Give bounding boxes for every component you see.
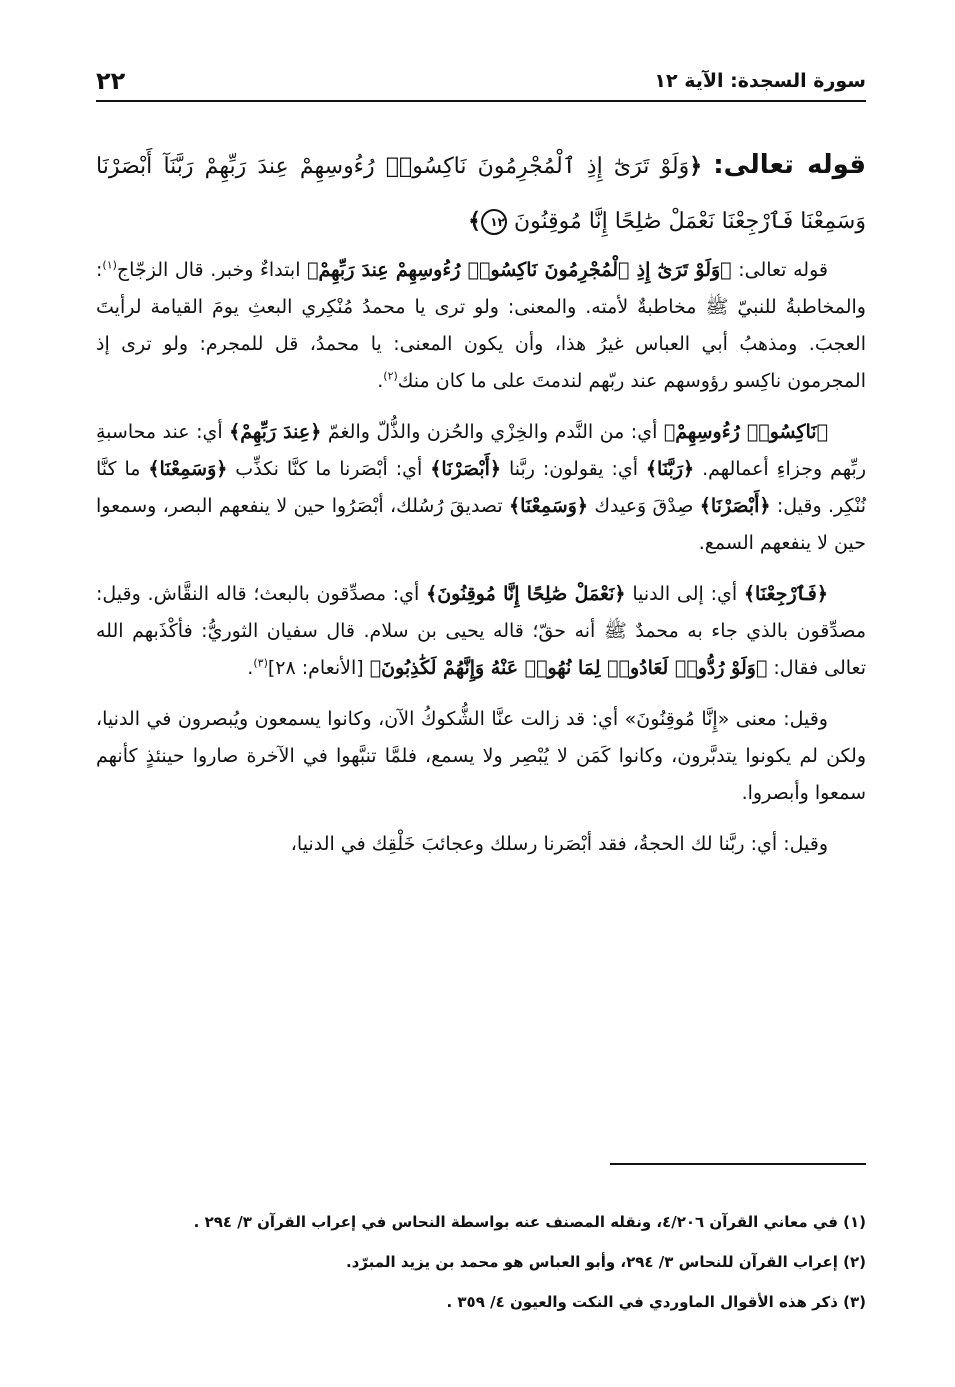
p3-text-a: أي: إلى الدنيا <box>625 583 744 605</box>
page-number: ٢٢ <box>96 67 126 95</box>
p3-quote-1: ﴿فَٱرْجِعْنَا﴾ <box>743 583 828 605</box>
footnotes <box>96 1202 866 1322</box>
p1-text-d: . <box>377 370 384 392</box>
commentary <box>96 252 866 877</box>
p2-quote-6: ﴿أَبْصَرْنَا﴾ <box>699 495 771 517</box>
footnote-ref-1: (١) <box>102 258 117 272</box>
p1-text-b: ابتداءٌ وخبر. قال الزجّاج <box>116 259 308 281</box>
footnote-ref-2: (٢) <box>383 369 398 383</box>
paragraph-2 <box>96 414 866 562</box>
p2-quote-3: ﴿رَبَّنَا﴾ <box>645 458 695 480</box>
verse-lead: قوله تعالى: <box>713 150 867 180</box>
paragraph-3 <box>96 576 866 687</box>
p4-text-a: وقيل: معنى «إِنَّا مُوقِنُونَ» أي: قد زالت عنَّا الشُّكوكُ الآن، وكانوا يسمعون ويُبصرون في الدنيا، ولكن لم يكونوا يتدبَّرون، وكانوا كَمَن لا يُبْصِر ولا يسمع، فلمَّا تنبَّهوا في الآخرة صاروا حينئذٍ كأنهم سمعوا وأبصروا. <box>96 708 866 804</box>
p5-text-a: وقيل: أي: ربَّنا لك الحجةُ، فقد أبْصَرنا رسلك وعجائبَ خَلْقِك في الدنيا، <box>290 833 828 855</box>
footnote-ref-3: (٣) <box>253 656 268 670</box>
p2-quote-5: ﴿وَسَمِعْنَا﴾ <box>148 458 228 480</box>
p2-quote-1: ﴿نَاكِسُوا۟ رُءُوسِهِمْ﴾ <box>663 421 828 443</box>
p1-text-c: : والمخاطبةُ للنبيّ ﷺ مخاطبةٌ لأمته. والمعنى: ولو ترى يا محمدُ مُنْكِري البعثِ يومَ القيامة لرأيتَ العجبَ. ومذهبُ أبي العباس غيرُ هذا، وأن يكون المعنى: يا محمدُ، قل للمجرم: ولو ترى إذ المجرمون ناكِسو رؤوسهم عند ربّهم لندمتَ على ما كان منك <box>96 259 866 392</box>
p3-text-b: أي: مصدِّقون بالبعث؛ قاله النقَّاش. وقيل: مصدِّقون بالذي جاء به محمدٌ ﷺ أنه حقّ؛ قاله يحيى بن سلام. قال سفيان الثوريُّ: فأكْذَبهم الله تعالى فقال: <box>96 583 866 679</box>
page-header <box>96 62 866 102</box>
p3-text-c: . <box>247 657 254 679</box>
p1-quote-1: ﴿وَلَوْ تَرَىٰٓ إِذِ ٱلْمُجْرِمُونَ نَاكِسُوا۟ رُءُوسِهِمْ عِندَ رَبِّهِمْ﴾ <box>307 259 732 281</box>
footnote-1: (١) في معاني القرآن ٤/٢٠٦، ونقله المصنف عنه بواسطة النحاس في إعراب القرآن ٣/ ٢٩٤ . <box>193 1213 866 1231</box>
p2-text-g: تصديقَ رُسُلك، أبْصَرُوا حين لا ينفعهم البصر، وسمعوا حين لا ينفعهم السمع. <box>96 495 866 554</box>
running-title: سورة السجدة: الآية ١٢ <box>654 70 866 92</box>
footnote-separator <box>610 1163 866 1165</box>
p2-text-f: صِدْقَ وَعيدك <box>588 495 700 517</box>
p2-quote-7: ﴿وَسَمِعْنَا﴾ <box>509 495 589 517</box>
p2-text-e: ما كنَّا نُنْكِر. وقيل: <box>96 458 866 517</box>
p3-quote-3: ﴿وَلَوْ رُدُّوا۟ لَعَادُوا۟ لِمَا نُهُوا۟ عَنْهُ وَإِنَّهُمْ لَكَٰذِبُونَ﴾ <box>369 657 768 679</box>
footnote-2: (٢) إعراب القرآن للنحاس ٣/ ٢٩٤، وأبو العباس هو محمد بن يزيد المبرّد. <box>345 1253 866 1271</box>
verse-close-bracket: ﴾ <box>468 209 481 234</box>
p2-text-b: أي: عند محاسبةِ ربِّهم وجزاءِ أعمالهم. <box>96 421 866 480</box>
verse-text: وَلَوْ تَرَىٰٓ إِذِ ٱلْمُجْرِمُونَ نَاكِسُوا۟ رُءُوسِهِمْ عِندَ رَبِّهِمْ رَبَّنَآ أَبْصَرْنَا وَسَمِعْنَا فَٱرْجِعْنَا نَعْمَلْ صَٰلِحًا إِنَّا مُوقِنُونَ <box>96 154 866 234</box>
verse-open-bracket: ﴿ <box>689 154 703 179</box>
p3-quote-2: ﴿نَعْمَلْ صَٰلِحًا إِنَّا مُوقِنُونَ﴾ <box>426 583 626 605</box>
verse-block <box>96 138 866 249</box>
p3-reference: [الأنعام: ٢٨] <box>267 657 370 679</box>
p2-quote-4: ﴿أَبْصَرْنَا﴾ <box>430 458 502 480</box>
p2-text-d: أي: أبْصَرنا ما كنَّا نكذِّب <box>227 458 431 480</box>
ayah-number-mark: ١٢ <box>481 209 507 235</box>
p2-text-a: أي: من النَّدم والخِزْي والحُزن والذُّلّ والغمّ <box>321 421 664 443</box>
p1-text-a: قوله تعالى: <box>731 259 828 281</box>
paragraph-4 <box>96 701 866 812</box>
paragraph-1 <box>96 252 866 400</box>
footnote-3: (٣) ذكر هذه الأقوال الماوردي في النكت والعيون ٤/ ٣٥٩ . <box>446 1293 866 1311</box>
page-content <box>96 0 866 1387</box>
p2-text-c: أي: يقولون: ربَّنا <box>501 458 646 480</box>
p2-quote-2: ﴿عِندَ رَبِّهِمْ﴾ <box>229 421 322 443</box>
paragraph-5 <box>96 826 866 863</box>
